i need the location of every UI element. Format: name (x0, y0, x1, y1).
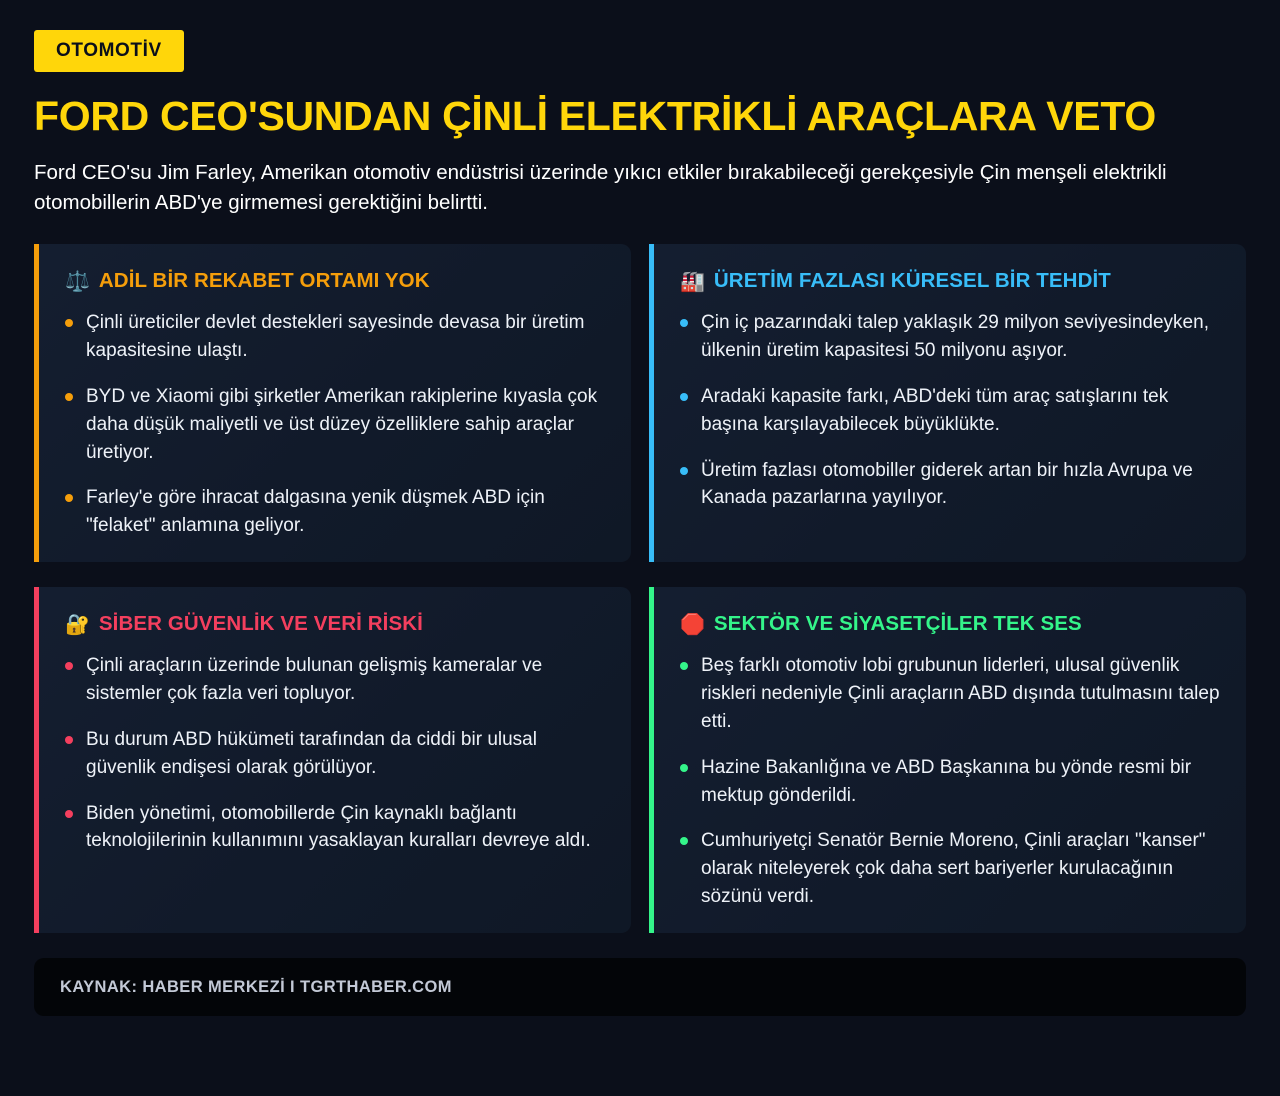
bullet-list (65, 309, 605, 540)
list-item (680, 652, 1220, 736)
bullet-text: Çinli üreticiler devlet destekleri sayesinde devasa bir üretim kapasitesine ulaştı. (86, 311, 585, 361)
card-title: SİBER GÜVENLİK VE VERİ RİSKİ (98, 612, 423, 636)
bullet-dot-icon (65, 810, 73, 818)
factory-icon: 🏭 (680, 270, 705, 293)
bullet-list (680, 652, 1220, 911)
bullet-dot-icon (680, 467, 688, 475)
card-overproduction-threat (649, 244, 1246, 562)
bullet-dot-icon (65, 662, 73, 670)
page-title: FORD CEO'SUNDAN ÇİNLİ ELEKTRİKLİ ARAÇLARA VETO (34, 93, 1156, 139)
bullet-text: Farley'e göre ihracat dalgasına yenik düşmek ABD için "felaket" anlamına geliyor. (86, 487, 545, 537)
bullet-text: Çin iç pazarındaki talep yaklaşık 29 milyon seviyesindeyken, ülkenin üretim kapasitesi 50 milyonu aşıyor. (701, 311, 1209, 361)
card-title: SEKTÖR VE SİYASETÇİLER TEK SES (713, 612, 1082, 636)
card-industry-politicians (649, 587, 1246, 933)
page-subtitle: Ford CEO'su Jim Farley, Amerikan otomotiv endüstrisi üzerinde yıkıcı etkiler bırakabileceği gerekçesiyle Çin menşeli elektrikli otomobillerin ABD'ye girmemesi gerektiğini belirtti. (34, 161, 1167, 214)
stop-sign-icon: 🛑 (680, 613, 705, 636)
list-item (65, 309, 605, 365)
list-item (680, 754, 1220, 810)
card-header (65, 270, 605, 293)
bullet-list (65, 652, 605, 856)
bullet-dot-icon (65, 736, 73, 744)
bullet-dot-icon (680, 764, 688, 772)
balance-scale-icon: ⚖️ (65, 270, 90, 293)
bullet-dot-icon (680, 319, 688, 327)
bullet-dot-icon (65, 319, 73, 327)
list-item (65, 652, 605, 708)
card-header (680, 613, 1220, 636)
card-header (65, 613, 605, 636)
card-header (680, 270, 1220, 293)
bullet-text: Hazine Bakanlığına ve ABD Başkanına bu yönde resmi bir mektup gönderildi. (701, 756, 1192, 806)
list-item (680, 383, 1220, 439)
bullet-list (680, 309, 1220, 513)
list-item (680, 457, 1220, 513)
bullet-text: Çinli araçların üzerinde bulunan gelişmiş kameralar ve sistemler çok fazla veri topluyor. (86, 654, 543, 704)
list-item (680, 827, 1220, 911)
bullet-text: Bu durum ABD hükümeti tarafından da ciddi bir ulusal güvenlik endişesi olarak görülüyor. (86, 728, 537, 778)
list-item (65, 383, 605, 467)
card-fair-competition (34, 244, 631, 562)
bullet-dot-icon (65, 494, 73, 502)
card-title: ADİL BİR REKABET ORTAMI YOK (98, 269, 430, 293)
cards-grid (34, 244, 1246, 933)
list-item (65, 484, 605, 540)
card-cyber-security-risk (34, 587, 631, 933)
bullet-text: Biden yönetimi, otomobillerde Çin kaynaklı bağlantı teknolojilerinin kullanımını yasaklayan kuralları devreye aldı. (86, 802, 591, 852)
card-title: ÜRETİM FAZLASI KÜRESEL BİR TEHDİT (713, 269, 1111, 293)
bullet-dot-icon (680, 662, 688, 670)
bullet-text: BYD ve Xiaomi gibi şirketler Amerikan rakiplerine kıyasla çok daha düşük maliyetli ve üst düzey özelliklere sahip araçlar üretiyor. (86, 385, 598, 463)
category-badge: OTOMOTİV (34, 30, 184, 72)
list-item (65, 800, 605, 856)
bullet-dot-icon (65, 393, 73, 401)
list-item (680, 309, 1220, 365)
source-text: KAYNAK: HABER MERKEZİ I TGRTHABER.COM (60, 977, 452, 996)
bullet-text: Cumhuriyetçi Senatör Bernie Moreno, Çinli araçları "kanser" olarak niteleyerek çok daha sert bariyerler kurulacağının sözünü verdi. (701, 830, 1206, 908)
bullet-text: Üretim fazlası otomobiller giderek artan bir hızla Avrupa ve Kanada pazarlarına yayılıyor. (701, 459, 1193, 509)
bullet-text: Aradaki kapasite farkı, ABD'deki tüm araç satışlarını tek başına karşılayabilecek büyüklükte. (701, 385, 1169, 435)
bullet-dot-icon (680, 837, 688, 845)
bullet-dot-icon (680, 393, 688, 401)
list-item (65, 726, 605, 782)
locked-with-key-icon: 🔐 (65, 613, 90, 636)
source-footer (34, 958, 1246, 1016)
bullet-text: Beş farklı otomotiv lobi grubunun liderleri, ulusal güvenlik riskleri nedeniyle Çinli araçların ABD dışında tutulmasını talep etti. (701, 654, 1220, 732)
